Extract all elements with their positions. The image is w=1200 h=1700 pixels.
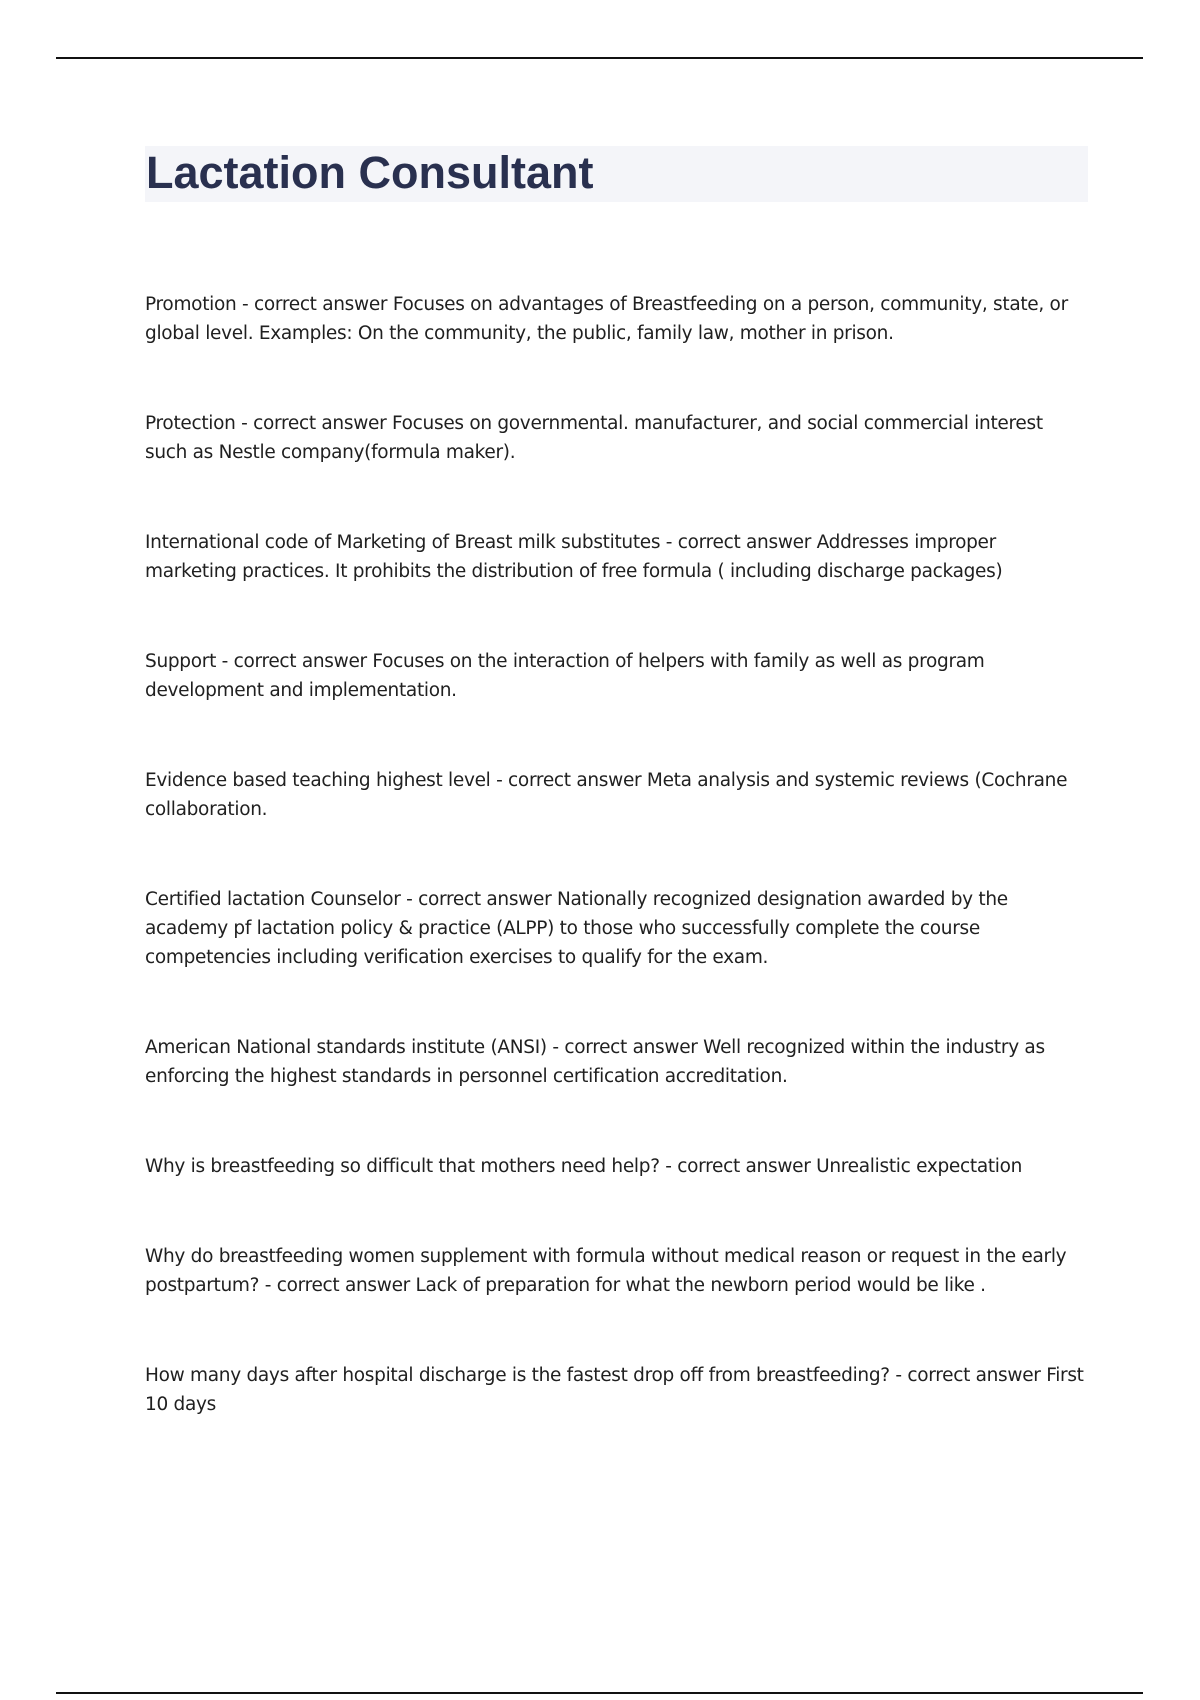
flashcard-entry-promotion: Promotion - correct answer Focuses on advantages of Breastfeeding on a person, community, state, or global level. Examples: On the community, the public, family law, mother in prison.: [145, 294, 1068, 344]
footer-rule: [56, 1692, 1143, 1694]
flashcard-entry-certified-lactation-counselor: Certified lactation Counselor - correct answer Nationally recognized designation awarded by the academy pf lactation policy & practice (ALPP) to those who successfully complete the course competencies including verification exercises to qualify for the exam.: [145, 889, 1008, 968]
document-title: Lactation Consultant: [146, 147, 594, 198]
flashcard-entry-international-code: International code of Marketing of Breast milk substitutes - correct answer Addresses improper marketing practices. It prohibits the distribution of free formula ( including discharge packages): [145, 532, 1003, 582]
flashcard-entry-drop-off-days: How many days after hospital discharge is the fastest drop off from breastfeeding? - correct answer First 10 days: [145, 1365, 1084, 1415]
flashcard-entry-support: Support - correct answer Focuses on the interaction of helpers with family as well as program development and implementation.: [145, 651, 985, 701]
flashcard-entry-ansi: American National standards institute (ANSI) - correct answer Well recognized within the industry as enforcing the highest standards in personnel certification accreditation.: [145, 1037, 1045, 1087]
flashcard-entry-protection: Protection - correct answer Focuses on governmental. manufacturer, and social commercial interest such as Nestle company(formula maker).: [145, 413, 1043, 463]
flashcard-entry-evidence-based-teaching: Evidence based teaching highest level - correct answer Meta analysis and systemic reviews (Cochrane collaboration.: [145, 770, 1068, 820]
flashcard-entry-why-difficult: Why is breastfeeding so difficult that mothers need help? - correct answer Unrealistic expectation: [145, 1156, 1023, 1177]
flashcard-list: [145, 290, 1090, 1480]
header-rule: [56, 57, 1143, 59]
flashcard-entry-why-supplement: Why do breastfeeding women supplement with formula without medical reason or request in the early postpartum? - correct answer Lack of preparation for what the newborn period would be like .: [145, 1246, 1067, 1296]
